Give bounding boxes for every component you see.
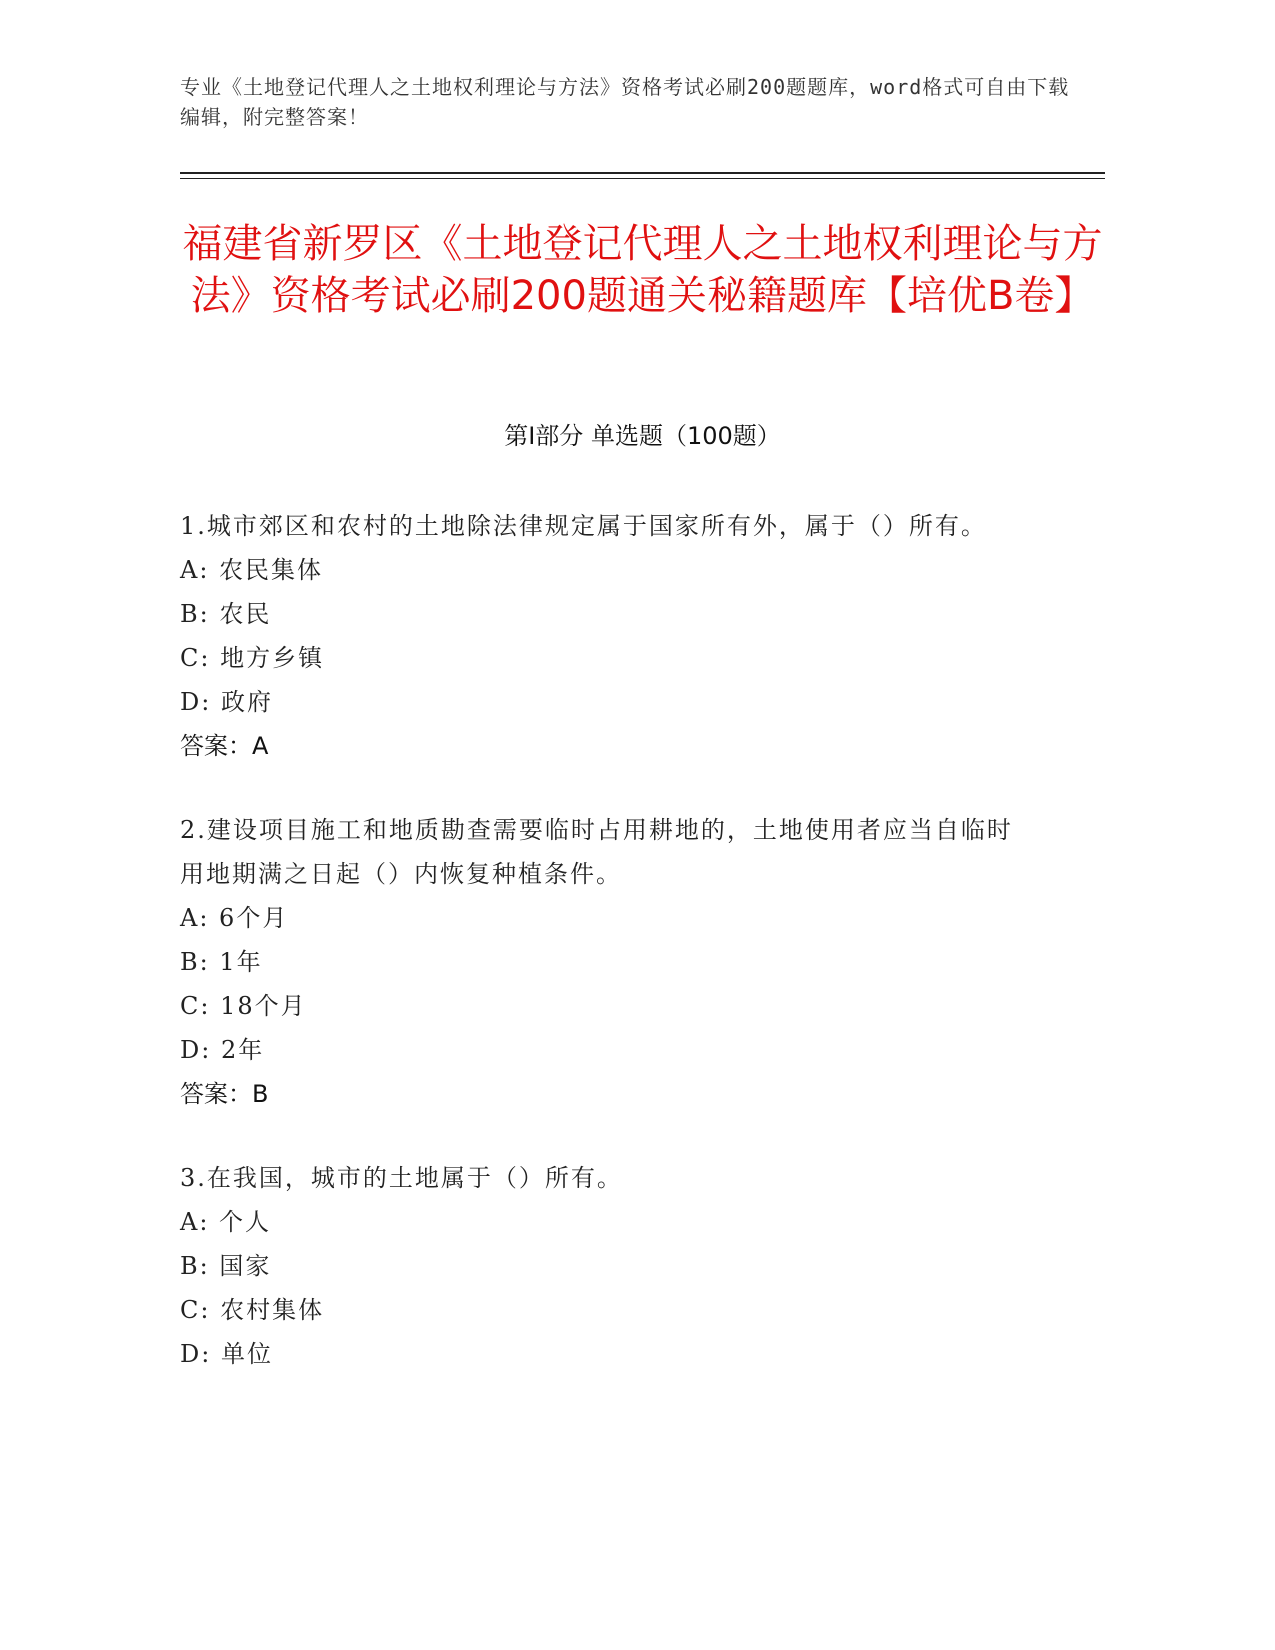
option-d: D: 单位 <box>180 1340 273 1368</box>
option-b: B: 农民 <box>180 600 272 628</box>
question-1 <box>180 504 1020 768</box>
option-d: D: 2年 <box>180 1036 265 1064</box>
document-title: 福建省新罗区《土地登记代理人之土地权利理论与方法》资格考试必刷200题通关秘籍题库【培优B卷】 <box>182 221 1103 319</box>
question-stem: 2.建设项目施工和地质勘查需要临时占用耕地的，土地使用者应当自临时用地期满之日起（）内恢复种植条件。 <box>180 816 1013 888</box>
option-b: B: 国家 <box>180 1252 272 1280</box>
section-heading: 第Ⅰ部分 单选题（100题） <box>504 422 781 450</box>
header-divider-thin <box>180 178 1105 179</box>
option-a: A: 农民集体 <box>180 556 324 584</box>
option-c: C: 18个月 <box>180 992 307 1020</box>
question-stem: 1.城市郊区和农村的土地除法律规定属于国家所有外，属于（）所有。 <box>180 512 987 540</box>
answer: 答案：B <box>180 1080 269 1108</box>
question-stem: 3.在我国，城市的土地属于（）所有。 <box>180 1164 623 1192</box>
answer: 答案：A <box>180 732 269 760</box>
question-3 <box>180 1156 1020 1376</box>
header-divider-thick <box>180 172 1105 174</box>
option-c: C: 地方乡镇 <box>180 644 325 672</box>
option-b: B: 1年 <box>180 948 263 976</box>
question-list <box>180 504 1020 1416</box>
option-c: C: 农村集体 <box>180 1296 325 1324</box>
header-note: 专业《土地登记代理人之土地权利理论与方法》资格考试必刷200题题库，word格式可自由下载编辑，附完整答案！ <box>180 75 1070 129</box>
option-a: A: 个人 <box>180 1208 272 1236</box>
option-d: D: 政府 <box>180 688 273 716</box>
question-2 <box>180 808 1020 1116</box>
option-a: A: 6个月 <box>180 904 289 932</box>
